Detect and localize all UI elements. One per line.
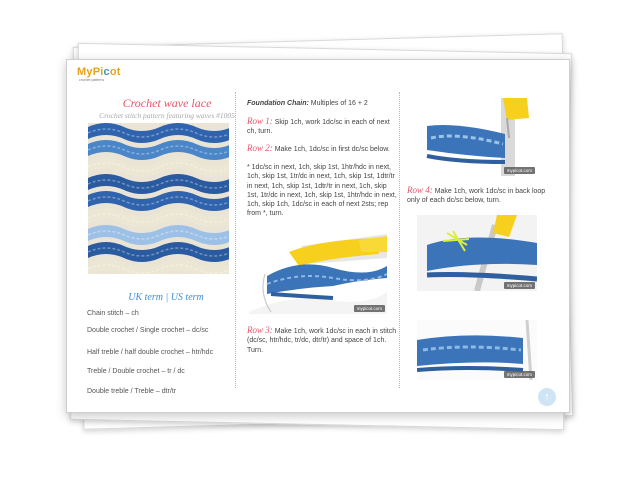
- row-3-instruction: Row 3: Make 1ch, work 1dc/sc in each in stitch (dc/sc, htr/hdc, tr/dc, dtr/tr) and space of 1ch. Turn.: [247, 325, 397, 354]
- row-2-label: Row 2:: [247, 143, 273, 153]
- term-item: Treble / Double crochet – tr / dc: [87, 368, 185, 375]
- mypicot-logo: MyPicot crochet patterns: [77, 66, 121, 82]
- pattern-page: [66, 59, 570, 413]
- photo-watermark: mypicot.com: [354, 305, 385, 312]
- arrow-up-icon: ↑: [544, 391, 550, 403]
- row-4-instruction: Row 4: Make 1ch, work 1dc/sc in back loop only of each dc/sc below, turn.: [407, 185, 546, 205]
- row-2-repeat: * 1dc/sc in next, 1ch, skip 1st, 1htr/hdc in next, 1ch, skip 1st, 1tr/dc in next, 1ch, skip 1st, 1dtr/tr in next, 1ch, skip 1st, 1dtr/tr in next, 1ch, skip 1st, 1tr/dc in next, 1ch, skip 1st, 1htr/hdc in next, 1ch, skip 1ch, 1dc/sc in each of next 2sts; rep from *, turn.: [247, 164, 397, 218]
- page-subtitle: Crochet stitch pattern featuring waves #1005: [99, 111, 235, 120]
- row-4-photo: [417, 215, 537, 291]
- photo-watermark: mypicot.com: [504, 167, 535, 174]
- term-item: Half treble / half double crochet – htr/hdc: [87, 349, 214, 356]
- row-1-label: Row 1:: [247, 116, 273, 126]
- row-3-photo: [417, 98, 537, 176]
- column-divider: [399, 92, 400, 388]
- row-4-result-photo: [417, 320, 537, 380]
- scroll-to-top-button[interactable]: [538, 388, 556, 406]
- column-divider: [235, 92, 236, 388]
- row-2-photo: [249, 224, 387, 314]
- photo-watermark: mypicot.com: [504, 282, 535, 289]
- wave-lace-swatch-photo: [88, 123, 229, 274]
- logo-tagline: crochet patterns: [79, 78, 105, 82]
- row-3-label: Row 3:: [247, 325, 273, 335]
- row-1-instruction: Row 1: Skip 1ch, work 1dc/sc in each of next ch, turn.: [247, 116, 390, 136]
- term-item: Chain stitch – ch: [87, 310, 139, 317]
- photo-watermark: mypicot.com: [504, 371, 535, 378]
- foundation-chain: Foundation Chain: Multiples of 16 + 2: [247, 100, 368, 107]
- page-title: Crochet wave lace: [122, 96, 212, 110]
- row-4-label: Row 4:: [407, 185, 433, 195]
- terms-header: UK term | US term: [128, 292, 204, 303]
- term-item: Double treble / Treble – dtr/tr: [87, 388, 177, 395]
- term-item: Double crochet / Single crochet – dc/sc: [87, 327, 209, 334]
- row-2-instruction: Row 2: Make 1ch, 1dc/sc in first dc/sc below.: [247, 143, 390, 153]
